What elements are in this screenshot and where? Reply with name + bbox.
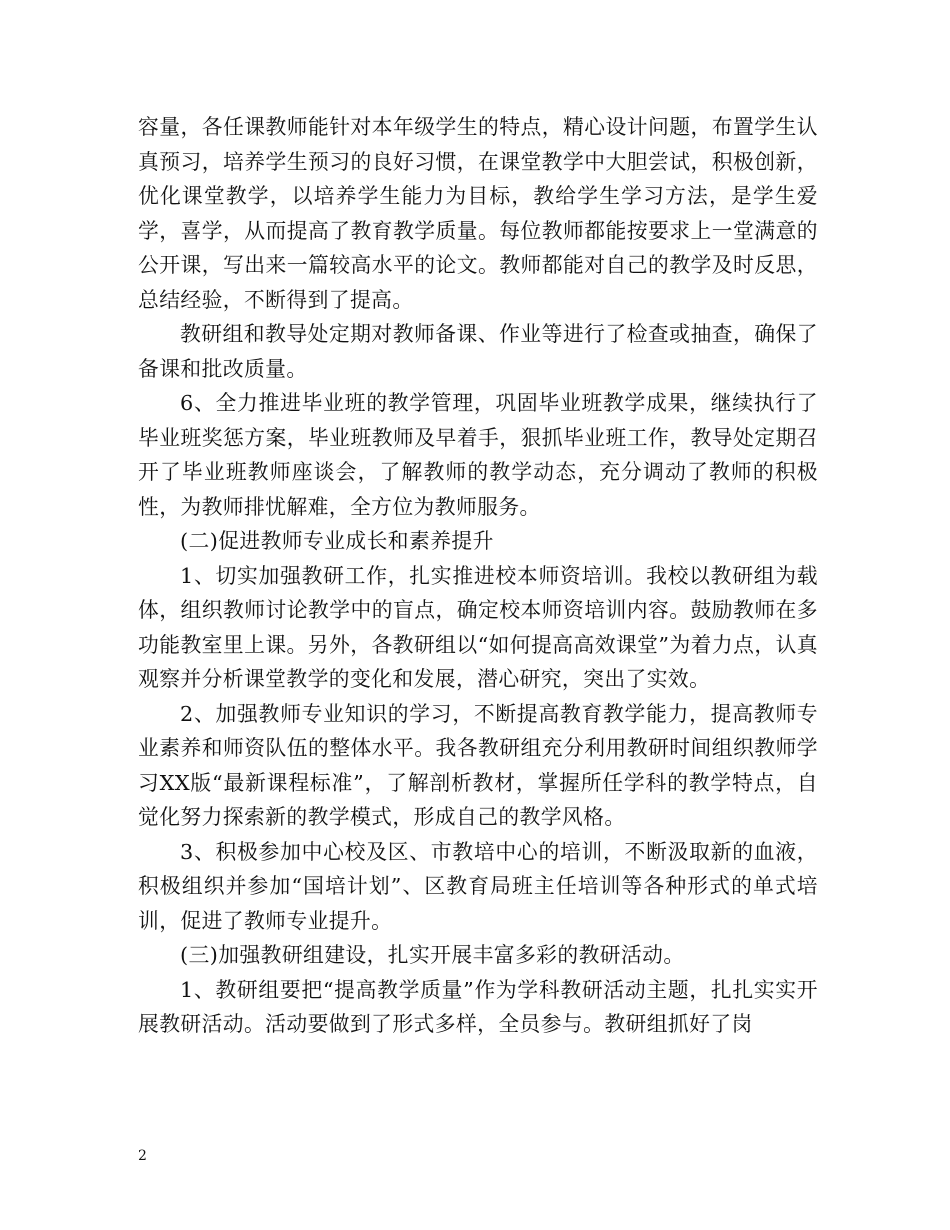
- paragraph-4: 1、切实加强教研工作，扎实推进校本师资培训。我校以教研组为载体，组织教师讨论教学中的盲点，确定校本师资培训内容。鼓励教师在多功能教室里上课。另外，各教研组以“如何提高高效课堂”为着力点，认真观察并分析课堂教学的变化和发展，潜心研究，突出了实效。: [138, 563, 818, 691]
- paragraph-1: 容量，各任课教师能针对本年级学生的特点，精心设计问题，布置学生认真预习，培养学生预习的良好习惯，在课堂教学中大胆尝试，积极创新，优化课堂教学，以培养学生能力为目标，教给学生学习方法，是学生爱学，喜学，从而提高了教育教学质量。每位教师都能按要求上一堂满意的公开课，写出来一篇较高水平的论文。教师都能对自己的教学及时反思，总结经验，不断得到了提高。: [138, 115, 818, 312]
- paragraph-7: 1、教研组要把“提高教学质量”作为学科教研活动主题，扎扎实实开展教研活动。活动要做到了形式多样，全员参与。教研组抓好了岗: [138, 977, 818, 1036]
- paragraph-5: 2、加强教师专业知识的学习，不断提高教育教学能力，提高教师专业素养和师资队伍的整体水平。我各教研组充分利用教研时间组织教师学习XX版“最新课程标准”，了解剖析教材，掌握所任学科的教学特点，自觉化努力探索新的教学模式，形成自己的教学风格。: [138, 701, 818, 829]
- section-heading-3: (三)加强教研组建设，扎实开展丰富多彩的教研活动。: [180, 943, 685, 967]
- document-body: [138, 110, 818, 1042]
- paragraph-6: 3、积极参加中心校及区、市教培中心的培训，不断汲取新的血液，积极组织并参加“国培计划”、区教育局班主任培训等各种形式的单式培训，促进了教师专业提升。: [138, 839, 818, 933]
- page-number: 2: [138, 1148, 147, 1164]
- paragraph-2: 教研组和教导处定期对教师备课、作业等进行了检查或抽查，确保了备课和批改质量。: [138, 322, 818, 381]
- paragraph-3: 6、全力推进毕业班的教学管理，巩固毕业班教学成果，继续执行了毕业班奖惩方案，毕业班教师及早着手，狠抓毕业班工作，教导处定期召开了毕业班教师座谈会，了解教师的教学动态，充分调动了教师的积极性，为教师排忧解难，全方位为教师服务。: [138, 391, 818, 519]
- section-heading-2: (二)促进教师专业成长和素养提升: [180, 529, 494, 553]
